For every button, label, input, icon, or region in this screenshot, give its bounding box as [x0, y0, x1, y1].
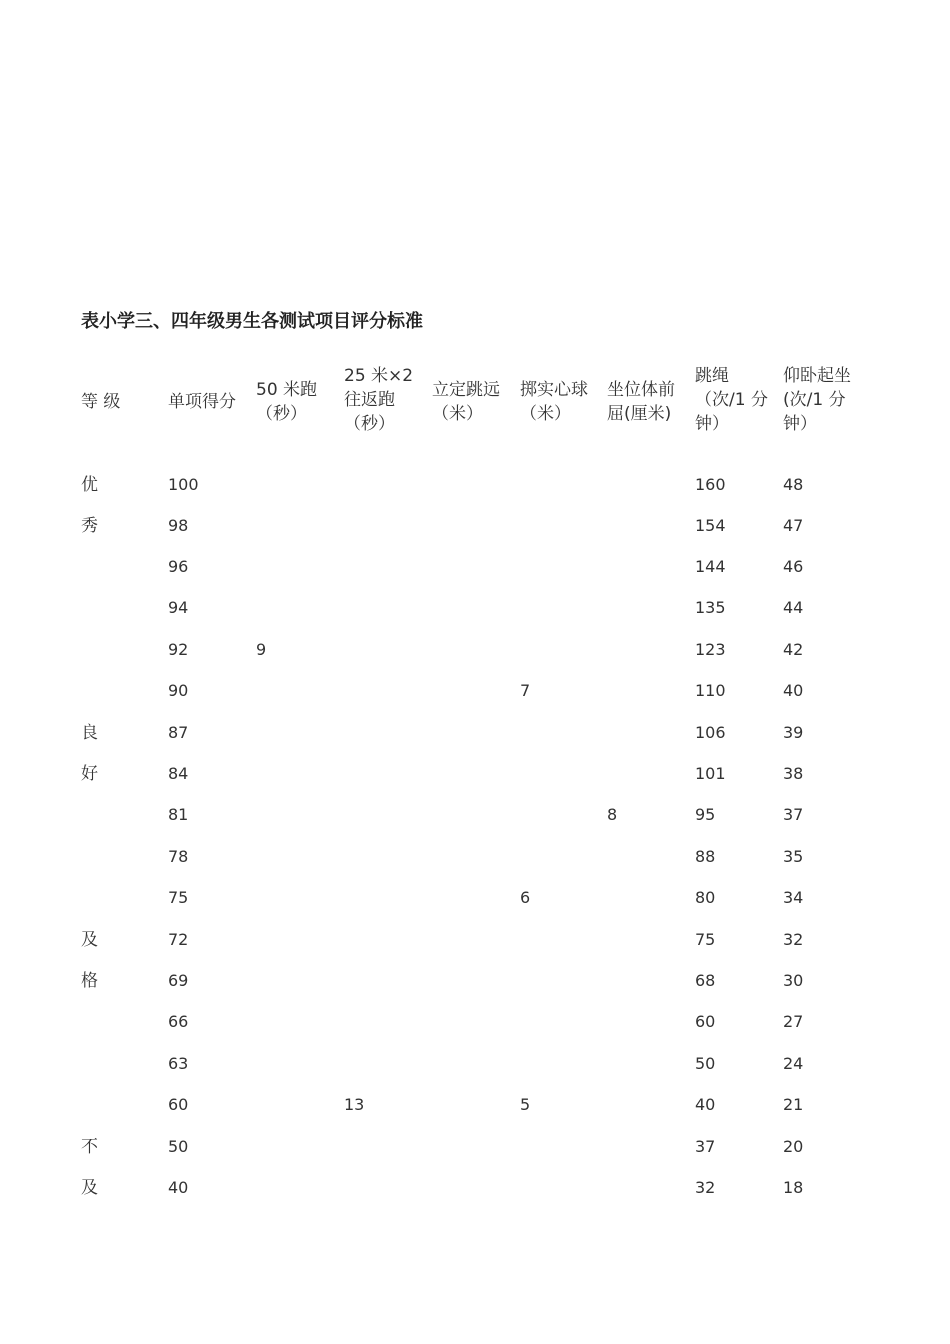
cell-sit-ups: 27	[783, 1012, 804, 1031]
cell-score: 66	[168, 1012, 189, 1031]
cell-sit-ups: 37	[783, 805, 804, 824]
cell-sit-ups: 21	[783, 1095, 804, 1114]
cell-rope-skipping: 32	[695, 1178, 716, 1197]
cell-sit-ups: 20	[783, 1137, 804, 1156]
cell-sit-ups: 34	[783, 888, 804, 907]
cell-ball-throw: 7	[520, 681, 531, 700]
cell-score: 87	[168, 723, 189, 742]
cell-rope-skipping: 37	[695, 1137, 716, 1156]
cell-ball-throw: 5	[520, 1095, 531, 1114]
cell-score: 92	[168, 640, 189, 659]
cell-rope-skipping: 60	[695, 1012, 716, 1031]
cell-score: 63	[168, 1054, 189, 1073]
cell-grade: 好	[81, 764, 98, 784]
cell-score: 69	[168, 971, 189, 990]
cell-rope-skipping: 110	[695, 681, 726, 700]
cell-rope-skipping: 88	[695, 847, 716, 866]
cell-rope-skipping: 40	[695, 1095, 716, 1114]
cell-rope-skipping: 101	[695, 764, 726, 783]
cell-sit-ups: 44	[783, 598, 804, 617]
cell-score: 78	[168, 847, 189, 866]
cell-grade: 优	[81, 475, 98, 495]
cell-score: 60	[168, 1095, 189, 1114]
cell-score: 90	[168, 681, 189, 700]
cell-run-50m: 9	[256, 640, 267, 659]
cell-grade: 格	[81, 971, 98, 991]
cell-rope-skipping: 144	[695, 557, 726, 576]
cell-grade: 秀	[81, 516, 98, 536]
cell-rope-skipping: 123	[695, 640, 726, 659]
cell-score: 98	[168, 516, 189, 535]
cell-score: 40	[168, 1178, 189, 1197]
table-title: 表小学三、四年级男生各测试项目评分标准	[81, 311, 423, 332]
cell-sit-ups: 47	[783, 516, 804, 535]
cell-rope-skipping: 50	[695, 1054, 716, 1073]
cell-ball-throw: 6	[520, 888, 531, 907]
header-grade: 等 级	[81, 392, 121, 412]
cell-rope-skipping: 75	[695, 930, 716, 949]
cell-sit-ups: 42	[783, 640, 804, 659]
cell-score: 75	[168, 888, 189, 907]
cell-sit-and-reach: 8	[607, 805, 618, 824]
header-score: 单项得分	[168, 392, 236, 412]
cell-score: 81	[168, 805, 189, 824]
cell-rope-skipping: 154	[695, 516, 726, 535]
header-ball-throw: 掷实心球 （米）	[520, 380, 588, 424]
cell-rope-skipping: 135	[695, 598, 726, 617]
header-run-50m: 50 米跑 （秒）	[256, 380, 318, 424]
cell-score: 100	[168, 475, 199, 494]
header-standing-jump: 立定跳远 （米）	[432, 380, 500, 424]
cell-score: 94	[168, 598, 189, 617]
cell-grade: 良	[81, 723, 98, 743]
cell-sit-ups: 46	[783, 557, 804, 576]
header-rope-skipping: 跳绳 （次/1 分 钟）	[695, 366, 768, 434]
cell-shuttle-run: 13	[344, 1095, 365, 1114]
cell-sit-ups: 40	[783, 681, 804, 700]
cell-sit-ups: 38	[783, 764, 804, 783]
cell-rope-skipping: 160	[695, 475, 726, 494]
header-sit-and-reach: 坐位体前 屈(厘米)	[607, 380, 675, 424]
cell-score: 84	[168, 764, 189, 783]
cell-rope-skipping: 68	[695, 971, 716, 990]
cell-score: 96	[168, 557, 189, 576]
cell-sit-ups: 30	[783, 971, 804, 990]
header-sit-ups: 仰卧起坐 (次/1 分 钟）	[783, 366, 851, 434]
cell-rope-skipping: 95	[695, 805, 716, 824]
cell-rope-skipping: 80	[695, 888, 716, 907]
cell-sit-ups: 39	[783, 723, 804, 742]
cell-grade: 及	[81, 1178, 98, 1198]
cell-sit-ups: 24	[783, 1054, 804, 1073]
cell-grade: 及	[81, 930, 98, 950]
cell-rope-skipping: 106	[695, 723, 726, 742]
cell-sit-ups: 35	[783, 847, 804, 866]
cell-score: 50	[168, 1137, 189, 1156]
cell-score: 72	[168, 930, 189, 949]
cell-sit-ups: 18	[783, 1178, 804, 1197]
header-shuttle-run: 25 米×2 往返跑 （秒）	[344, 366, 414, 434]
cell-sit-ups: 48	[783, 475, 804, 494]
cell-sit-ups: 32	[783, 930, 804, 949]
cell-grade: 不	[81, 1137, 98, 1157]
